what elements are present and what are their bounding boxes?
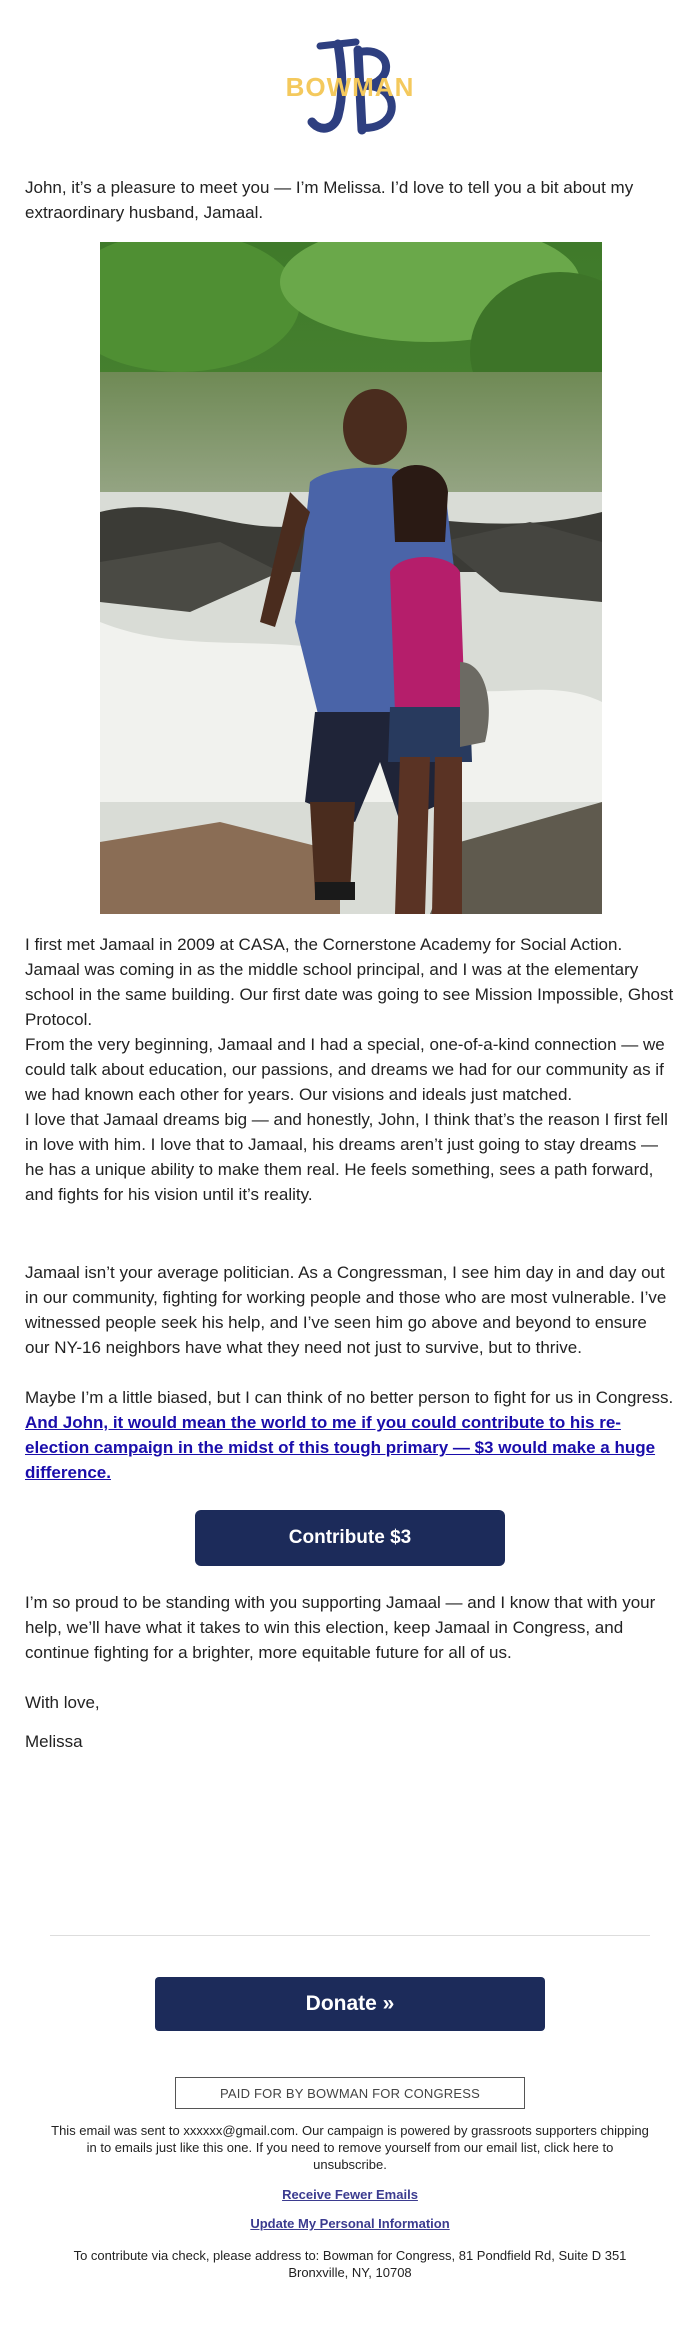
signature-block xyxy=(25,1729,675,1754)
footer-divider xyxy=(50,1935,650,1936)
paragraph-6 xyxy=(25,1590,675,1665)
couple-photo-illustration xyxy=(100,242,602,914)
contribute-ask-link[interactable]: And John, it would mean the world to me if you could contribute to his re-election campaign in the midst of this tough primary — $3 would make a huge difference. xyxy=(25,1413,656,1482)
paragraph-5 xyxy=(25,1385,675,1485)
story-paragraph: From the very beginning, Jamaal and I had a special, one-of-a-kind connection — we could talk about education, our passions, and dreams we had for our community as if we had known each other for years. Our visions and ideals just matched. xyxy=(25,1035,665,1104)
donate-button[interactable]: Donate » xyxy=(155,1977,545,2031)
story-paragraph: Jamaal isn’t your average politician. As a Congressman, I see him day in and day out in our community, fighting for working people and those who are most vulnerable. I’ve witnessed people seek his help, and I’ve seen him go above and beyond to ensure our NY-16 neighbors have what they need not just to survive, but to thrive. xyxy=(25,1263,667,1357)
ask-intro-text: Maybe I’m a little biased, but I can think of no better person to fight for us in Congress. xyxy=(25,1388,674,1407)
footer-disclaimer: This email was sent to xxxxxx@gmail.com. Our campaign is powered by grassroots supporters chipping in to emails just like this one. If you need to remove yourself from our email list, click here to unsubscribe. xyxy=(51,2123,649,2172)
paid-for-notice: PAID FOR BY BOWMAN FOR CONGRESS xyxy=(175,2077,525,2109)
mailing-address: To contribute via check, please address to: Bowman for Congress, 81 Pondfield Rd, Suite D 351 Bronxville, NY, 10708 xyxy=(73,2248,627,2280)
paragraph-2 xyxy=(25,1032,675,1107)
update-info-link[interactable]: Update My Personal Information xyxy=(250,2216,450,2231)
paragraph-4 xyxy=(25,1260,675,1360)
story-paragraph: I love that Jamaal dreams big — and honestly, John, I think that’s the reason I first fell in love with him. I love that to Jamaal, his dreams aren’t just going to stay dreams — he has a unique ability to make them real. He feels something, sees a path forward, and fights for his vision until it’s reality. xyxy=(25,1110,668,1204)
couple-photo xyxy=(100,242,602,914)
paragraph-1 xyxy=(25,932,675,1032)
logo-wordmark: BOWMAN xyxy=(285,72,415,102)
signoff-text: With love, xyxy=(25,1693,100,1712)
receive-fewer-emails-link[interactable]: Receive Fewer Emails xyxy=(282,2187,418,2202)
signoff-block xyxy=(25,1690,675,1715)
closing-paragraph: I’m so proud to be standing with you supporting Jamaal — and I know that with your help, we’ll have what it takes to win this election, keep Jamaal in Congress, and continue fighting for a brighter, more equitable future for all of us. xyxy=(25,1593,656,1662)
signature-text: Melissa xyxy=(25,1732,83,1751)
contribute-button[interactable]: Contribute $3 xyxy=(195,1510,505,1566)
story-paragraph: I first met Jamaal in 2009 at CASA, the Cornerstone Academy for Social Action. Jamaal was coming in as the middle school principal, and I was at the elementary school in the same building. Our first date was going to see Mission Impossible, Ghost Protocol. xyxy=(25,935,674,1029)
campaign-logo xyxy=(280,38,420,138)
greeting-block xyxy=(25,175,675,225)
greeting-text: John, it’s a pleasure to meet you — I’m Melissa. I’d love to tell you a bit about my extraordinary husband, Jamaal. xyxy=(25,178,634,222)
paragraph-3 xyxy=(25,1107,675,1207)
